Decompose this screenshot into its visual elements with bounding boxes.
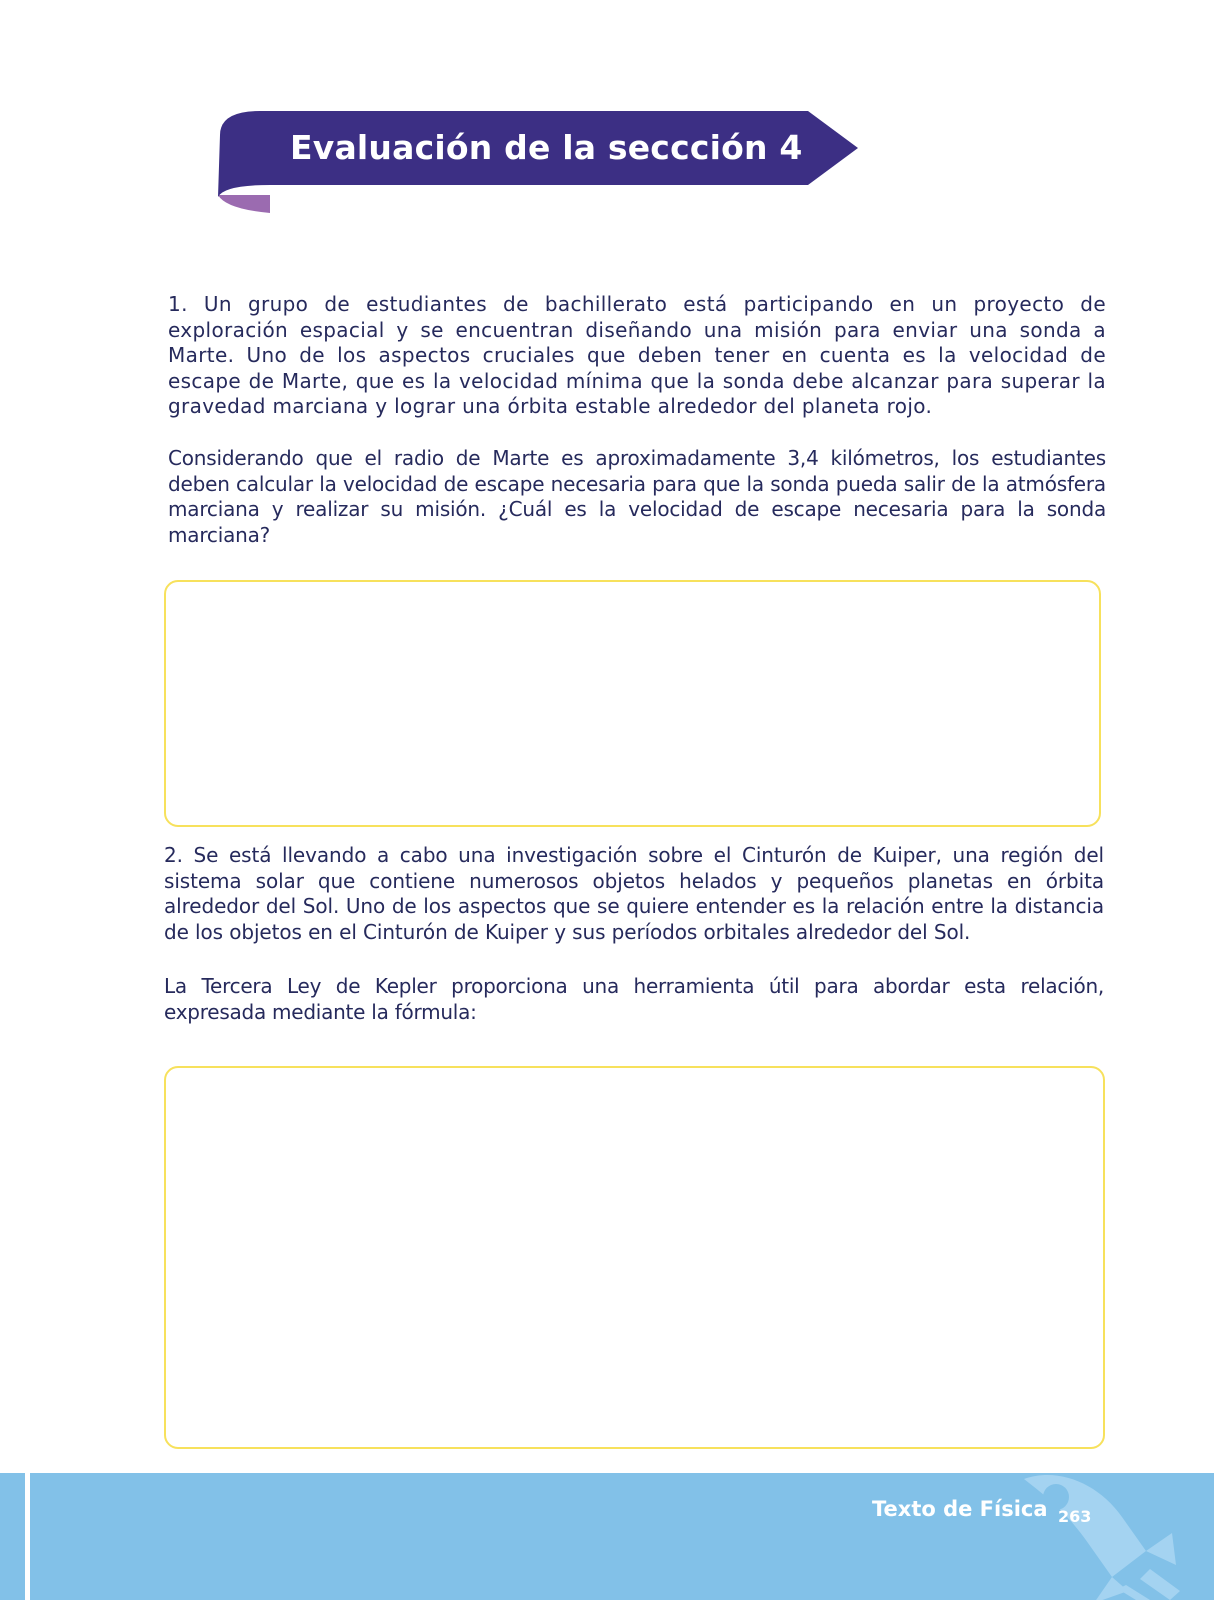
answer-box-question-1[interactable] (164, 580, 1101, 827)
page-title: Evaluación de la seccción 4 (290, 128, 803, 167)
footer-divider (25, 1473, 30, 1600)
question-1-prompt: Considerando que el radio de Marte es aproximadamente 3,4 kilómetros, los estudiantes deben calcular la velocidad de escape necesaria para que la sonda pueda salir de la atmósfera marciana y realizar su misión. ¿Cuál es la velocidad de escape necesaria para la sonda marciana? (168, 446, 1106, 547)
page-footer (0, 1473, 1214, 1600)
question-2-statement: 2. Se está llevando a cabo una investigación sobre el Cinturón de Kuiper, una región del sistema solar que contiene numerosos objetos helados y pequeños planetas en órbita alrededor del Sol. Uno de los aspectos que se quiere entender es la relación entre la distancia de los objetos en el Cinturón de Kuiper y sus períodos orbitales alrededor del Sol. (164, 843, 1104, 944)
rocket-icon (1000, 1473, 1214, 1600)
question-1-statement: 1. Un grupo de estudiantes de bachillerato está participando en un proyecto de exploración espacial y se encuentran diseñando una misión para enviar una sonda a Marte. Uno de los aspectos cruciales que deben tener en cuenta es la velocidad de escape de Marte, que es la velocidad mínima que la sonda debe alcanzar para superar la gravedad marciana y lograr una órbita estable alrededor del planeta rojo. (168, 292, 1106, 419)
answer-box-question-2[interactable] (164, 1066, 1105, 1449)
page-number: 263 (1058, 1507, 1092, 1526)
section-banner (218, 111, 876, 217)
question-2-prompt: La Tercera Ley de Kepler proporciona una herramienta útil para abordar esta relación, expresada mediante la fórmula: (164, 974, 1104, 1024)
book-title: Texto de Física (872, 1497, 1048, 1521)
